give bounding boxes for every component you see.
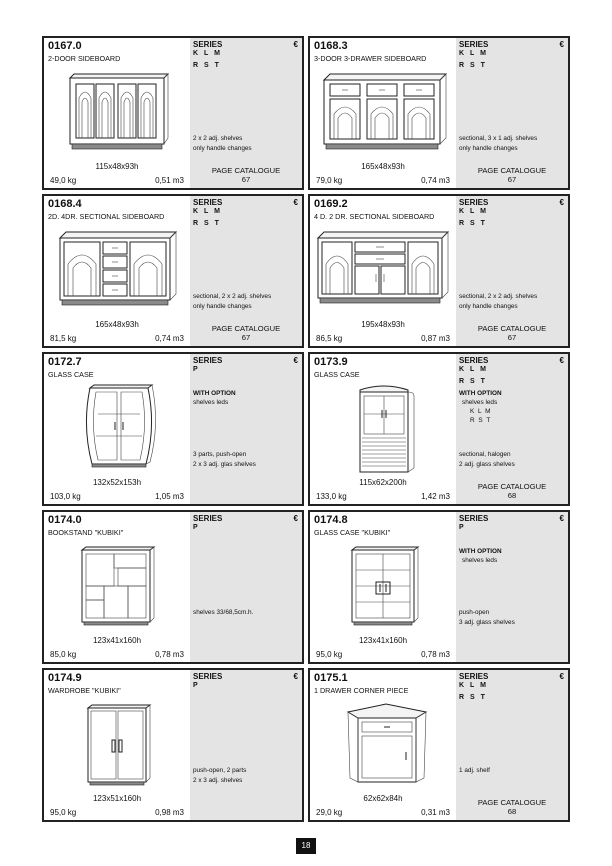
note: sectional, halogen [459, 451, 511, 458]
product-code: 0169.2 [314, 198, 348, 210]
product-card [308, 194, 570, 348]
series-label: SERIES [459, 514, 489, 523]
page-catalogue [456, 166, 568, 184]
product-code: 0174.0 [48, 514, 82, 526]
series-line-1: P [193, 524, 200, 531]
weight: 49,0 kg [50, 176, 77, 185]
product-card [308, 668, 570, 822]
sideboard-3door-3drawer-drawing [314, 66, 452, 158]
weight: 95,0 kg [316, 650, 343, 659]
option-line: K L M [470, 408, 492, 415]
series-label: SERIES [193, 514, 223, 523]
notes [459, 134, 537, 154]
option-line: R S T [470, 417, 492, 424]
catalogue-page: 67 [241, 333, 251, 342]
card-info [44, 196, 190, 346]
product-name: GLASS CASE [314, 370, 360, 379]
sideboard-2door-drawing [48, 66, 186, 158]
volume: 0,78 m3 [155, 650, 184, 659]
card-details [190, 512, 302, 662]
weight: 85,0 kg [50, 650, 77, 659]
dimensions: 132x52x153h [92, 478, 142, 487]
volume: 1,05 m3 [155, 492, 184, 501]
option-title: WITH OPTION [459, 390, 502, 397]
page-catalogue [190, 324, 302, 342]
volume: 0,78 m3 [421, 650, 450, 659]
product-code: 0167.0 [48, 40, 82, 52]
euro-sign: € [293, 356, 298, 365]
page-catalogue [456, 798, 568, 816]
note: only handle changes [459, 303, 518, 310]
series-line-1: K L M [459, 208, 488, 215]
card-info [310, 38, 456, 188]
notes [193, 766, 246, 786]
corner-piece-drawing [314, 698, 452, 790]
glass-case-kubiki-drawing [314, 540, 452, 632]
note: 2 x 2 adj. shelves [193, 135, 243, 142]
note: only handle changes [193, 303, 252, 310]
product-name: 2D. 4DR. SECTIONAL SIDEBOARD [48, 212, 165, 221]
series-label: SERIES [193, 672, 223, 681]
note: push-open [459, 609, 490, 616]
weight: 81,5 kg [50, 334, 77, 343]
product-name: 4 D. 2 DR. SECTIONAL SIDEBOARD [314, 212, 435, 221]
product-name: BOOKSTAND "KUBIKI" [48, 528, 124, 537]
card-info [44, 670, 190, 820]
dimensions: 115x62x200h [359, 478, 407, 487]
page-catalogue [456, 324, 568, 342]
product-code: 0168.4 [48, 198, 82, 210]
product-name: 2-DOOR SIDEBOARD [48, 54, 121, 63]
product-name: WARDROBE "KUBIKI" [48, 686, 121, 695]
dimensions: 195x48x93h [361, 320, 405, 329]
note: 3 adj. glass shelves [459, 619, 515, 626]
product-card [42, 36, 304, 190]
volume: 0,51 m3 [155, 176, 184, 185]
card-info [310, 670, 456, 820]
option-title: WITH OPTION [193, 390, 236, 397]
product-name: 3-DOOR 3-DRAWER SIDEBOARD [314, 54, 427, 63]
series-label: SERIES [459, 40, 489, 49]
note: sectional, 3 x 1 adj. shelves [459, 135, 538, 142]
series-line-2: R S T [193, 62, 221, 69]
notes [193, 608, 253, 618]
wardrobe-kubiki-drawing [48, 698, 186, 790]
product-code: 0173.9 [314, 356, 348, 368]
card-info [310, 512, 456, 662]
product-code: 0175.1 [314, 672, 348, 684]
volume: 0,74 m3 [155, 334, 184, 343]
euro-sign: € [293, 198, 298, 207]
product-card [308, 510, 570, 664]
product-name: GLASS CASE "KUBIKI" [314, 528, 391, 537]
series-line-2: R S T [459, 62, 487, 69]
note: sectional, 2 x 2 adj. shelves [193, 293, 272, 300]
euro-sign: € [559, 514, 564, 523]
page-number: 18 [296, 838, 316, 854]
card-info [44, 512, 190, 662]
card-details [190, 354, 302, 504]
series-label: SERIES [459, 356, 489, 365]
note: only handle changes [459, 145, 518, 152]
notes [193, 292, 271, 312]
euro-sign: € [293, 40, 298, 49]
series-line-2: R S T [193, 220, 221, 227]
product-code: 0174.9 [48, 672, 82, 684]
euro-sign: € [559, 356, 564, 365]
note: push-open, 2 parts [193, 767, 247, 774]
product-name: GLASS CASE [48, 370, 94, 379]
product-card [308, 36, 570, 190]
notes [193, 134, 252, 154]
card-info [44, 354, 190, 504]
card-details [456, 38, 568, 188]
series-line-1: P [193, 366, 200, 373]
notes [459, 292, 537, 312]
card-details [190, 670, 302, 820]
catalogue-page: 68 [507, 807, 517, 816]
series-label: SERIES [193, 356, 223, 365]
weight: 95,0 kg [50, 808, 77, 817]
page-catalogue [456, 482, 568, 500]
dimensions: 165x48x93h [361, 162, 405, 171]
glass-case-curved-drawing [48, 382, 186, 474]
card-info [310, 354, 456, 504]
notes [459, 608, 515, 628]
card-details [456, 670, 568, 820]
product-card [308, 352, 570, 506]
catalogue-label: PAGE CATALOGUE [211, 166, 281, 175]
note: only handle changes [193, 145, 252, 152]
series-line-1: K L M [459, 682, 488, 689]
note: 2 x 3 adj. shelves [193, 777, 243, 784]
product-card [42, 510, 304, 664]
euro-sign: € [293, 672, 298, 681]
euro-sign: € [559, 672, 564, 681]
series-label: SERIES [193, 40, 223, 49]
series-line-1: K L M [193, 208, 222, 215]
card-details [456, 512, 568, 662]
catalogue-page: 67 [507, 175, 517, 184]
series-line-2: R S T [459, 694, 487, 701]
volume: 0,31 m3 [421, 808, 450, 817]
note: sectional, 2 x 2 adj. shelves [459, 293, 538, 300]
series-line-1: K L M [459, 366, 488, 373]
volume: 0,98 m3 [155, 808, 184, 817]
card-details [190, 196, 302, 346]
note: 3 parts, push-open [193, 451, 247, 458]
catalogue-page: 68 [507, 491, 517, 500]
product-card [42, 352, 304, 506]
series-line-1: P [193, 682, 200, 689]
product-card [42, 194, 304, 348]
product-code: 0174.8 [314, 514, 348, 526]
dimensions: 123x41x160h [92, 636, 142, 645]
catalogue-label: PAGE CATALOGUE [477, 482, 547, 491]
catalogue-label: PAGE CATALOGUE [211, 324, 281, 333]
series-label: SERIES [459, 672, 489, 681]
option-line: shelves leds [462, 557, 498, 564]
note: shelves 33/68,5cm.h. [193, 609, 254, 616]
series-line-2: R S T [459, 378, 487, 385]
card-details [456, 196, 568, 346]
dimensions: 115x48x93h [95, 162, 139, 171]
option-line: shelves leds [462, 399, 498, 406]
volume: 1,42 m3 [421, 492, 450, 501]
dimensions: 165x48x93h [95, 320, 139, 329]
weight: 103,0 kg [50, 492, 81, 501]
card-info [310, 196, 456, 346]
page-catalogue [190, 166, 302, 184]
product-code: 0168.3 [314, 40, 348, 52]
volume: 0,87 m3 [421, 334, 450, 343]
note: 1 adj. shelf [459, 767, 490, 774]
note: 2 adj. glass shelves [459, 461, 515, 468]
card-info [44, 38, 190, 188]
card-details [456, 354, 568, 504]
weight: 86,5 kg [316, 334, 343, 343]
dimensions: 123x51x160h [92, 794, 142, 803]
euro-sign: € [293, 514, 298, 523]
product-code: 0172.7 [48, 356, 82, 368]
series-line-1: K L M [459, 50, 488, 57]
euro-sign: € [559, 198, 564, 207]
notes [459, 766, 490, 776]
series-line-1: P [459, 524, 466, 531]
dimensions: 62x62x84h [363, 794, 403, 803]
sideboard-sectional-2door-4drawer-drawing [48, 224, 186, 316]
dimensions: 123x41x160h [358, 636, 408, 645]
bookstand-kubiki-drawing [48, 540, 186, 632]
notes [459, 450, 515, 470]
weight: 133,0 kg [316, 492, 347, 501]
catalogue-label: PAGE CATALOGUE [477, 324, 547, 333]
sideboard-sectional-4door-2drawer-drawing [314, 224, 452, 316]
euro-sign: € [559, 40, 564, 49]
notes [193, 450, 256, 470]
glass-case-tall-drawing [314, 382, 452, 474]
product-name: 1 DRAWER CORNER PIECE [314, 686, 409, 695]
weight: 29,0 kg [316, 808, 343, 817]
option-line: shelves leds [193, 399, 229, 406]
weight: 79,0 kg [316, 176, 343, 185]
note: 2 x 3 adj. glas shelves [193, 461, 256, 468]
volume: 0,74 m3 [421, 176, 450, 185]
series-label: SERIES [459, 198, 489, 207]
series-line-2: R S T [459, 220, 487, 227]
product-card [42, 668, 304, 822]
catalogue-label: PAGE CATALOGUE [477, 166, 547, 175]
series-line-1: K L M [193, 50, 222, 57]
series-label: SERIES [193, 198, 223, 207]
catalogue-label: PAGE CATALOGUE [477, 798, 547, 807]
catalogue-page: 67 [241, 175, 251, 184]
option-title: WITH OPTION [459, 548, 502, 555]
catalogue-page: 67 [507, 333, 517, 342]
card-details [190, 38, 302, 188]
